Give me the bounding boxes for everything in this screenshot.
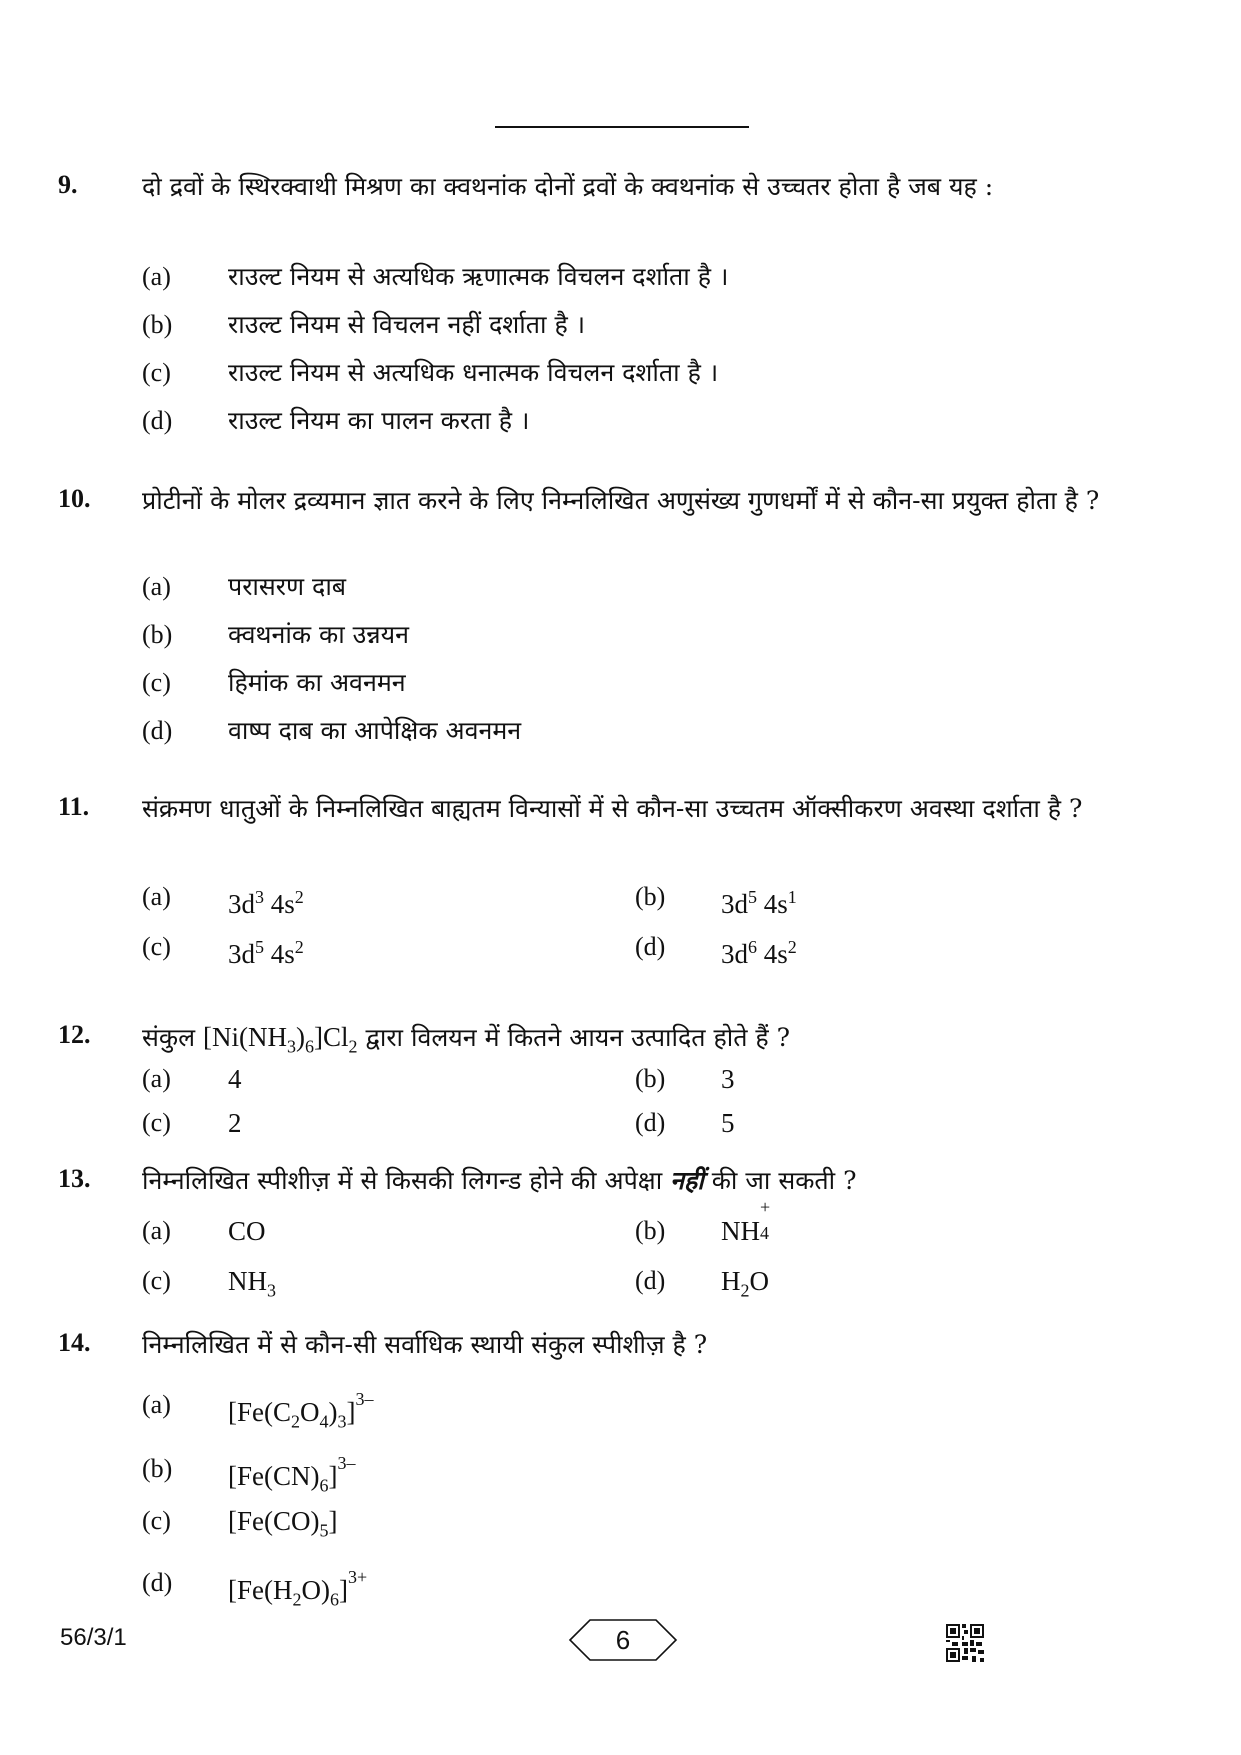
option-a: (a) 4 [142,1064,242,1094]
option-a: (a) $[Fe(C_2O_4)_3]^{3-}$ [142,1389,374,1432]
option-d: (d) 5 [635,1108,735,1138]
option-b: (b) NH + 4 [635,1197,771,1246]
option-d: (d) $H_2O$ [635,1266,769,1301]
complex-formula: $[Ni(NH_3)_6]Cl_2$ [203,1022,358,1057]
option-c: (c) $NH_3$ [142,1266,276,1301]
question-text: प्रोटीनों के मोलर द्रव्यमान ज्ञात करने के लिए निम्नलिखित अणुसंख्य गुणधर्मों में से कौन-सा प्रयुक्त होता है ? [142,486,1100,515]
option-d: (d) $3d^6$ $4s^2$ [635,932,797,969]
option-a: (a) परासरण दाब [142,572,347,601]
qr-code-icon [946,1624,984,1662]
option-b: (b) राउल्ट नियम से विचलन नहीं दर्शाता है । [142,310,586,339]
option-a: (a) $3d^3$ $4s^2$ [142,882,304,919]
question-number: 11. [58,792,90,821]
option-c: (c) $[Fe(CO)_5]$ [142,1506,338,1541]
paper-code: 56/3/1 [60,1624,127,1651]
question-text: निम्नलिखित में से कौन-सी सर्वाधिक स्थायी संकुल स्पीशीज़ है ? [142,1330,708,1359]
page-number: 6 [615,1625,631,1655]
page-number-badge [568,1618,678,1662]
option-a: (a) राउल्ट नियम से अत्यधिक ऋणात्मक विचलन दर्शाता है । [142,262,729,291]
option-b: (b) क्वथनांक का उन्नयन [142,620,409,649]
option-c: (c) 2 [142,1108,242,1138]
option-d: (d) वाष्प दाब का आपेक्षिक अवनमन [142,716,522,745]
question-text: निम्नलिखित स्पीशीज़ में से किसकी लिगन्ड होने की अपेक्षा नहीं की जा सकती ? [142,1166,857,1195]
option-d: (d) $[Fe(H_2O)_6]^{3+}$ [142,1567,368,1610]
question-number: 9. [58,170,78,199]
question-text: दो द्रवों के स्थिरक्वाथी मिश्रण का क्वथनांक दोनों द्रवों के क्वथनांक से उच्चतर होता है जब यह : [142,172,994,201]
top-rule [495,126,749,128]
option-b: (b) 3 [635,1064,735,1094]
option-a: (a) CO [142,1216,266,1246]
option-d: (d) राउल्ट नियम का पालन करता है । [142,406,530,435]
option-c: (c) हिमांक का अवनमन [142,668,406,697]
question-number: 13. [58,1164,91,1193]
question-text: संक्रमण धातुओं के निम्नलिखित बाह्यतम विन्यासों में से कौन-सा उच्चतम ऑक्सीकरण अवस्था दर्शाता है ? [142,794,1083,823]
question-number: 10. [58,484,91,513]
question-text: संकुल $[Ni(NH_3)_6]Cl_2$ द्वारा विलयन में कितने आयन उत्पादित होते हैं ? [142,1022,791,1057]
question-number: 12. [58,1020,91,1049]
option-c: (c) राउल्ट नियम से अत्यधिक धनात्मक विचलन दर्शाता है । [142,358,719,387]
question-number: 14. [58,1328,91,1357]
option-c: (c) $3d^5$ $4s^2$ [142,932,304,969]
emphasis-not: नहीं [670,1166,704,1195]
option-b: (b) $3d^5$ $4s^1$ [635,882,797,919]
option-b: (b) $[Fe(CN)_6]^{3-}$ [142,1453,356,1496]
